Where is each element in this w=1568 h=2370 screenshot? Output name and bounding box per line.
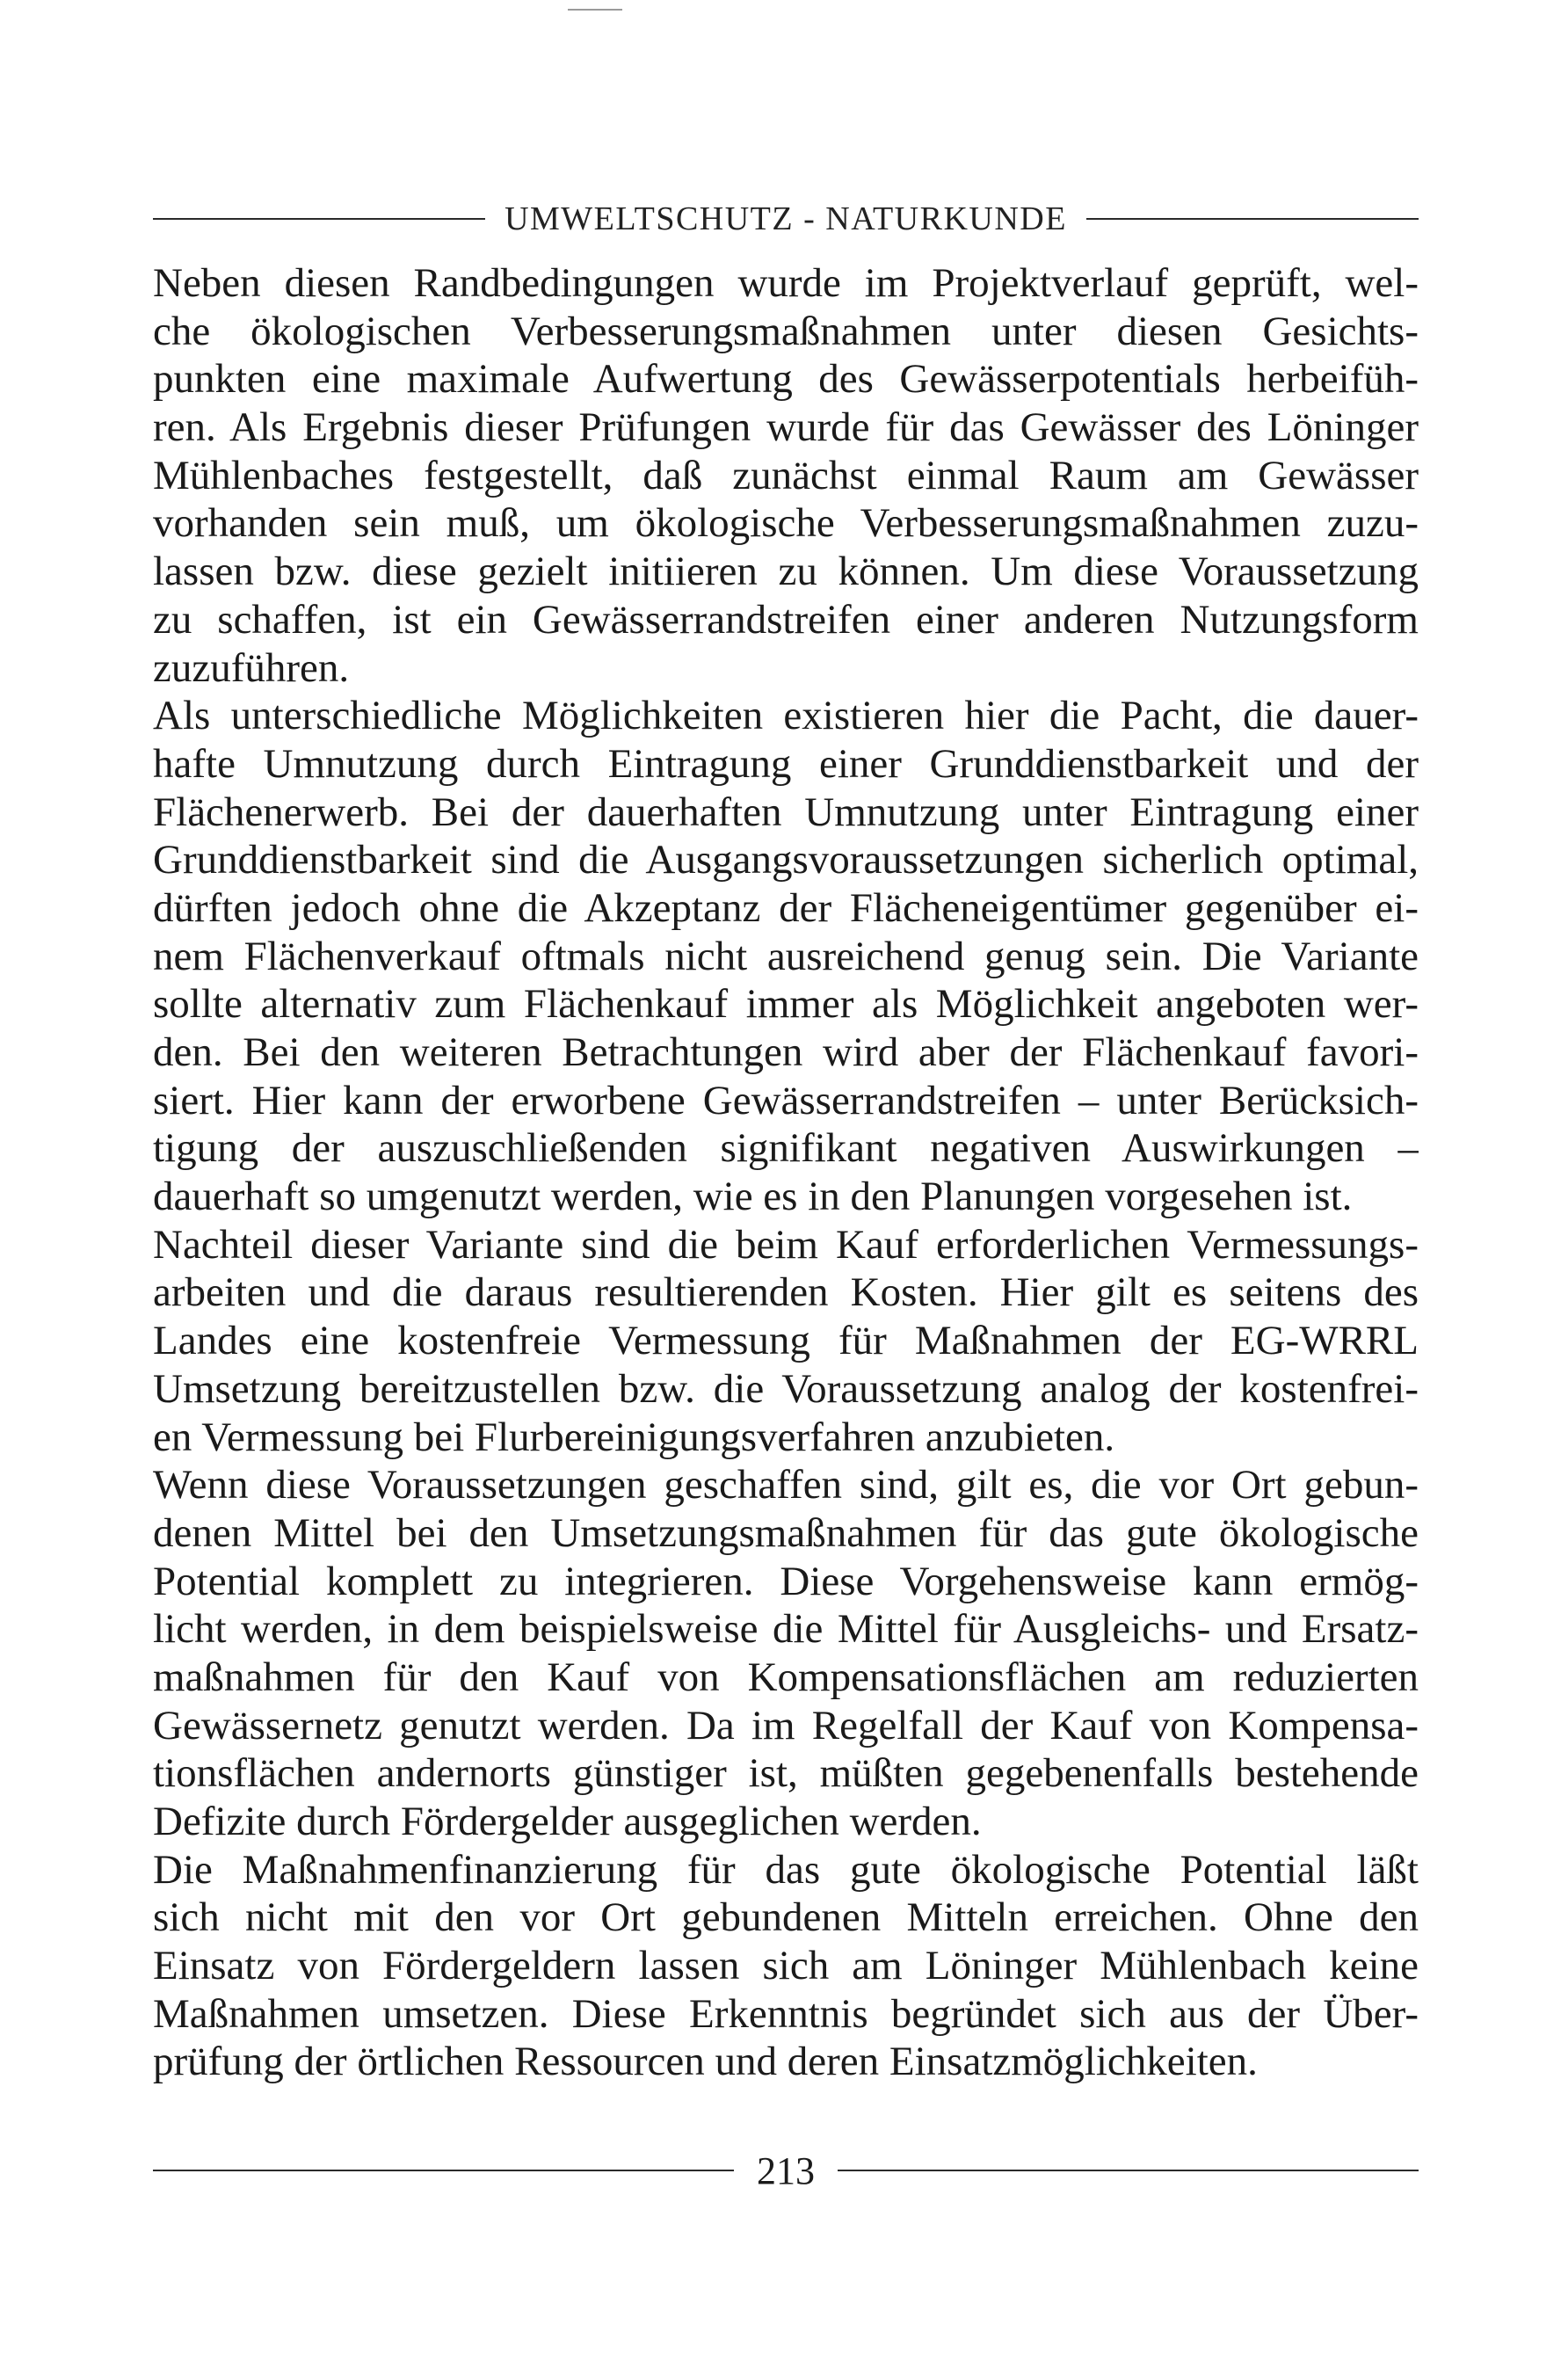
text-line: tigung der auszuschließenden signifikant negativen Auswirkungen –: [153, 1125, 1419, 1172]
text-line: denen Mittel bei den Umsetzungsmaßnahmen für das gute ökologische: [153, 1509, 1419, 1556]
text-line: Maßnahmen umsetzen. Diese Erkenntnis begründet sich aus der Über-: [153, 1990, 1419, 2037]
text-line: arbeiten und die daraus resultierenden Kosten. Hier gilt es seitens des: [153, 1269, 1419, 1316]
text-line: punkten eine maximale Aufwertung des Gewässerpotentials herbeifüh-: [153, 356, 1419, 403]
text-line: hafte Umnutzung durch Eintragung einer Grunddienstbarkeit und der: [153, 740, 1419, 787]
text-line: licht werden, in dem beispielsweise die Mittel für Ausgleichs- und Ersatz-: [153, 1606, 1419, 1653]
text-line: siert. Hier kann der erworbene Gewässerrandstreifen – unter Berücksich-: [153, 1077, 1419, 1123]
page-footer: [153, 2148, 1419, 2192]
text-line: che ökologischen Verbesserungsmaßnahmen unter diesen Gesichts-: [153, 308, 1419, 354]
text-line: Gewässernetz genutzt werden. Da im Regelfall der Kauf von Kompensa-: [153, 1702, 1419, 1748]
running-header: [153, 198, 1419, 240]
text-line: Grunddienstbarkeit sind die Ausgangsvoraussetzungen sicherlich optimal,: [153, 837, 1419, 883]
text-line: tionsflächen andernorts günstiger ist, müßten gegebenenfalls bestehende: [153, 1750, 1419, 1797]
footer-rule-right: [838, 2170, 1419, 2171]
text-line: sich nicht mit den vor Ort gebundenen Mitteln erreichen. Ohne den: [153, 1894, 1419, 1941]
text-line: zuzuführen.: [153, 644, 350, 691]
text-line: zu schaffen, ist ein Gewässerrandstreifen einer anderen Nutzungsform: [153, 596, 1419, 643]
body-text: [153, 259, 1419, 2141]
text-line: dürften jedoch ohne die Akzeptanz der Flächeneigentümer gegenüber ei-: [153, 884, 1419, 931]
text-line: Neben diesen Randbedingungen wurde im Projektverlauf geprüft, wel-: [153, 260, 1419, 306]
text-line: en Vermessung bei Flurbereinigungsverfahren anzubieten.: [153, 1414, 1115, 1460]
text-line: sollte alternativ zum Flächenkauf immer als Möglichkeit angeboten wer-: [153, 981, 1419, 1028]
text-line: Umsetzung bereitzustellen bzw. die Voraussetzung analog der kostenfrei-: [153, 1365, 1419, 1412]
text-line: den. Bei den weiteren Betrachtungen wird aber der Flächenkauf favori-: [153, 1029, 1419, 1075]
text-line: Potential komplett zu integrieren. Diese Vorgehensweise kann ermög-: [153, 1558, 1419, 1604]
text-line: Flächenerwerb. Bei der dauerhaften Umnutzung unter Eintragung einer: [153, 789, 1419, 835]
text-line: Landes eine kostenfreie Vermessung für Maßnahmen der EG-WRRL: [153, 1318, 1419, 1364]
top-edge-mark: [568, 9, 622, 11]
header-rule-left: [153, 218, 485, 220]
text-line: lassen bzw. diese gezielt initiieren zu können. Um diese Voraussetzung: [153, 549, 1419, 595]
text-line: vorhanden sein muß, um ökologische Verbesserungsmaßnahmen zuzu-: [153, 500, 1419, 547]
text-line: Als unterschiedliche Möglichkeiten existieren hier die Pacht, die dauer-: [153, 693, 1419, 739]
text-line: ren. Als Ergebnis dieser Prüfungen wurde für das Gewässer des Löninger: [153, 404, 1419, 451]
text-line: Defizite durch Fördergelder ausgeglichen werden.: [153, 1799, 982, 1844]
running-title: UMWELTSCHUTZ - NATURKUNDE: [505, 200, 1067, 237]
text-line: maßnahmen für den Kauf von Kompensationsflächen am reduzierten: [153, 1654, 1419, 1700]
header-rule-right: [1086, 218, 1419, 220]
text-line: prüfung der örtlichen Ressourcen und deren Einsatzmöglichkeiten.: [153, 2039, 1258, 2085]
text-line: Wenn diese Voraussetzungen geschaffen sind, gilt es, die vor Ort gebun-: [153, 1462, 1419, 1509]
page-number: 213: [757, 2148, 815, 2192]
text-line: Einsatz von Fördergeldern lassen sich am Löninger Mühlenbach keine: [153, 1943, 1419, 1989]
text-line: Mühlenbaches festgestellt, daß zunächst einmal Raum am Gewässer: [153, 452, 1419, 498]
text-line: nem Flächenverkauf oftmals nicht ausreichend genug sein. Die Variante: [153, 933, 1419, 979]
text-line: dauerhaft so umgenutzt werden, wie es in den Planungen vorgesehen ist.: [153, 1174, 1353, 1220]
text-line: Nachteil dieser Variante sind die beim Kauf erforderlichen Vermessungs-: [153, 1221, 1419, 1268]
footer-rule-left: [153, 2170, 734, 2171]
text-line: Die Maßnahmenfinanzierung für das gute ökologische Potential läßt: [153, 1846, 1419, 1893]
